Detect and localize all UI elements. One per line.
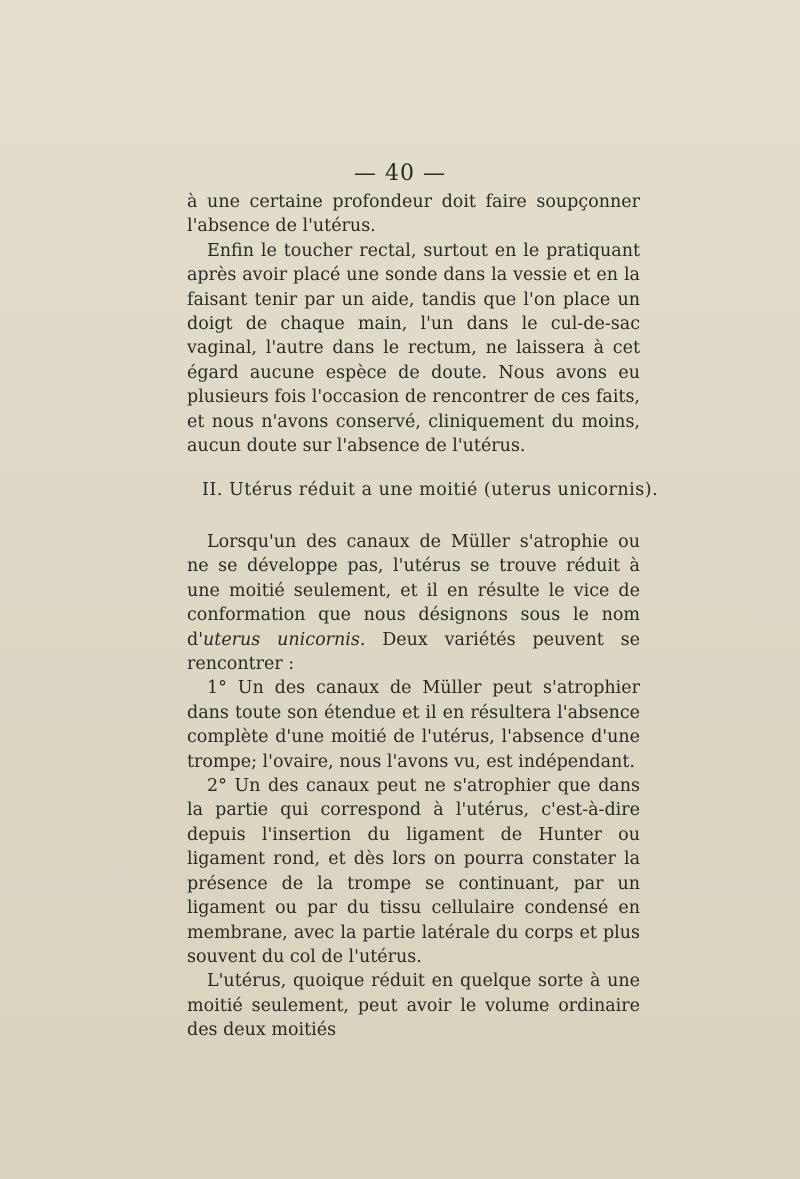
- paragraph: Enfin le toucher rectal, surtout en le pratiquant après avoir placé une sonde dans la vessie et en la faisant tenir par un aide, tandis que l'on place un doigt de chaque main, l'un dans le cul-de-sac vaginal, l'autre dans le rectum, ne laissera à cet égard aucune espèce de doute. Nous avons eu plusieurs fois l'occasion de rencontrer de ces faits, et nous n'avons conservé, cliniquement du moins, aucun doute sur l'absence de l'utérus.: [187, 240, 640, 457]
- text-run: . Deux variétés peuvent se rencontrer :: [187, 629, 641, 675]
- section-heading: II. Utérus réduit a une moitié (uterus unicornis).: [202, 480, 659, 500]
- text-run: Lorsqu'un des canaux de Müller s'atrophie ou ne se développe pas, l'utérus se trouve réduit à une moitié seulement, et il en résulte le vice de conformation que nous désignons sous le nom d': [187, 532, 640, 650]
- italic-term: uterus unicornis: [203, 629, 360, 650]
- text-block-top: [187, 190, 640, 458]
- paragraph: 2° Un des canaux peut ne s'atrophier que dans la partie qui correspond à l'utérus, c'est-à-dire depuis l'insertion du ligament de Hunter ou ligament rond, et dès lors on pourra constater la présence de la trompe se continuant, par un ligament ou par du tissu cellulaire condensé en membrane, avec la partie latérale du corps et plus souvent du col de l'utérus.: [187, 776, 640, 967]
- page-number: — 40 —: [354, 161, 446, 186]
- paragraph: [187, 530, 640, 676]
- paragraph: à une certaine profondeur doit faire soupçonner l'absence de l'utérus.: [187, 192, 640, 237]
- paragraph: 1° Un des canaux de Müller peut s'atrophier dans toute son étendue et il en résultera l'absence complète d'une moitié de l'utérus, l'absence d'une trompe; l'ovaire, nous l'avons vu, est indépendant.: [187, 678, 640, 772]
- text-block-bottom: [187, 530, 640, 1043]
- paragraph: L'utérus, quoique réduit en quelque sorte à une moitié seulement, peut avoir le volume ordinaire des deux moitiés: [187, 971, 640, 1041]
